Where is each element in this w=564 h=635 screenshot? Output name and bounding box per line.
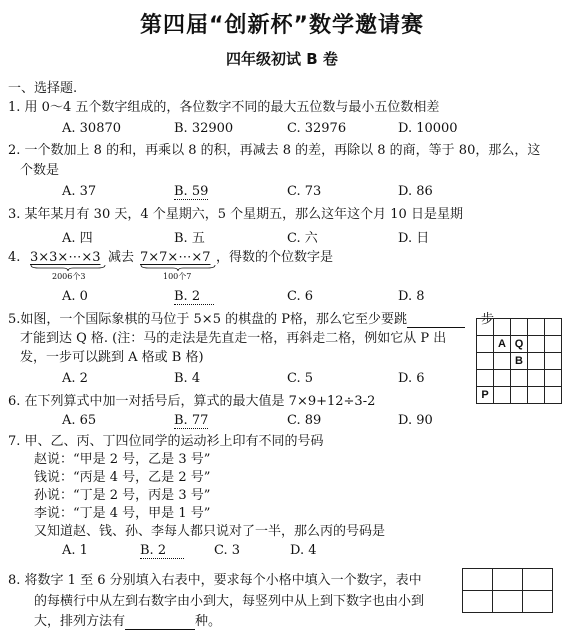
fill-grid [462, 568, 553, 613]
grid-row [463, 569, 553, 591]
question-4-option-d: D. 8 [398, 289, 425, 304]
question-6-option-a: A. 65 [62, 413, 97, 428]
board-cell [494, 370, 511, 387]
question-2-line-2: 个数是 [20, 163, 60, 178]
board-cell [494, 353, 511, 370]
board-cell-p: P [477, 387, 494, 404]
question-8-line-2: 的每横行中从左到右数字由小到大，每竖列中从上到下数字也由小到 [34, 594, 425, 609]
board-cell [477, 370, 494, 387]
question-5-option-c: C. 5 [287, 371, 314, 386]
grid-cell [463, 591, 493, 613]
question-5-line-3: 发，一步可以跳到 A 格或 B 格) [20, 350, 204, 365]
board-cell [494, 319, 511, 336]
question-7-option-a: A. 1 [62, 543, 88, 558]
question-5-line-1-text: 5.如图，一个国际象棋的马位于 5×5 的棋盘的 P格，那么它至少要跳 [8, 312, 407, 327]
question-3-text: 3. 某年某月有 30 天，4 个星期六，5 个星期五，那么这年这个月 10 日是星期 [8, 207, 463, 222]
underbrace-1-label: 2006个3 [52, 272, 86, 281]
question-7-line-6: 又知道赵、钱、孙、李每人都只说对了一半，那么丙的号码是 [34, 524, 386, 539]
question-4-option-c: C. 6 [287, 289, 314, 304]
board-cell [528, 353, 545, 370]
chess-board [476, 318, 562, 404]
question-8-line-1: 8. 将数字 1 至 6 分别填入右表中，要求每个小格中填入一个数字，表中 [8, 573, 422, 588]
board-cell [477, 319, 494, 336]
question-7-option-c: C. 3 [214, 543, 241, 558]
grid-cell [523, 569, 553, 591]
question-4-option-a: A. 0 [62, 289, 88, 304]
question-3-option-d: D. 日 [398, 231, 430, 246]
board-cell [545, 370, 562, 387]
statement-qian: 钱说：“丙是 4 号，乙是 2 号” [34, 470, 211, 485]
board-cell-a: A [494, 336, 511, 353]
question-5-option-d: D. 6 [398, 371, 425, 386]
question-1-text: 1. 用 0～4 五个数字组成的，各位数字不同的最大五位数与最小五位数相差 [8, 100, 440, 115]
answer-blank [407, 313, 465, 328]
page-title: 第四届“创新杯”数学邀请赛 [140, 13, 424, 38]
grid-cell [463, 569, 493, 591]
question-7-line-1: 7. 甲、乙、丙、丁四位同学的运动衫上印有不同的号码 [8, 434, 324, 449]
board-row [477, 353, 562, 370]
question-8-line-3-tail: 种。 [195, 614, 222, 629]
board-cell [528, 336, 545, 353]
question-4-mid: 减去 [108, 250, 135, 265]
page-subtitle: 四年级初试 B 卷 [226, 50, 338, 68]
statement-li: 李说：“丁是 4 号，甲是 1 号” [34, 506, 211, 521]
board-cell [477, 353, 494, 370]
question-5-option-b: B. 4 [174, 371, 201, 386]
board-row [477, 370, 562, 387]
grid-cell [523, 591, 553, 613]
question-5-line-2: 才能到达 Q 格. (注：马的走法是先直走一格，再斜走二格，例如它从 P 出 [20, 331, 447, 346]
question-4-expression-1: 3×3×⋯×3 [30, 250, 101, 265]
grid-cell [493, 591, 523, 613]
grid-cell [493, 569, 523, 591]
board-cell [511, 319, 528, 336]
question-6-option-b: B. 77 [174, 413, 209, 428]
question-2-line-1: 2. 一个数加上 8 的和，再乘以 8 的积，再减去 8 的差，再除以 8 的商，等于 80，那么，这 [8, 143, 541, 158]
board-cell [511, 370, 528, 387]
board-row [477, 387, 562, 404]
question-7-option-d: D. 4 [290, 543, 317, 558]
question-5-line-1 [8, 311, 494, 328]
question-8-line-3 [34, 613, 221, 630]
question-6-text: 6. 在下列算式中加一对括号后，算式的最大值是 7×9+12÷3-2 [8, 394, 376, 409]
question-2-option-b: B. 59 [174, 184, 209, 199]
answer-blank [125, 615, 195, 630]
board-cell [545, 319, 562, 336]
board-cell [528, 370, 545, 387]
question-2-option-c: C. 73 [287, 184, 322, 199]
question-6-option-d: D. 90 [398, 413, 433, 428]
question-4-expression-2: 7×7×⋯×7 [140, 250, 211, 265]
board-cell [545, 387, 562, 404]
question-5-line-1-tail: 步 [480, 312, 494, 327]
question-3-option-a: A. 四 [62, 231, 93, 246]
board-cell [545, 353, 562, 370]
question-1-option-c: C. 32976 [287, 121, 347, 136]
question-4-number: 4. [8, 250, 21, 265]
question-8-line-3-text: 大，排列方法有 [34, 614, 126, 629]
grid-row [463, 591, 553, 613]
statement-zhao: 赵说：“甲是 2 号，乙是 3 号” [34, 452, 211, 467]
question-4-option-b: B. 2 [174, 289, 214, 305]
question-2-option-d: D. 86 [398, 184, 433, 199]
question-1-option-d: D. 10000 [398, 121, 458, 136]
board-cell-b: B [511, 353, 528, 370]
board-cell [477, 336, 494, 353]
question-1-option-b: B. 32900 [174, 121, 234, 136]
question-4-tail: ，得数的个位数字是 [216, 250, 334, 265]
section-heading: 一、选择题. [8, 81, 78, 96]
question-3-option-c: C. 六 [287, 231, 318, 246]
board-cell [528, 387, 545, 404]
statement-sun: 孙说：“丁是 2 号，丙是 3 号” [34, 488, 211, 503]
question-3-option-b: B. 五 [174, 231, 205, 246]
underbrace-2-label: 100个7 [163, 272, 192, 281]
question-1-option-a: A. 30870 [62, 121, 122, 136]
board-row [477, 319, 562, 336]
board-cell-q: Q [511, 336, 528, 353]
board-row [477, 336, 562, 353]
question-7-option-b: B. 2 [140, 543, 184, 559]
board-cell [494, 387, 511, 404]
board-cell [545, 336, 562, 353]
board-cell [511, 387, 528, 404]
question-6-option-c: C. 89 [287, 413, 322, 428]
question-5-option-a: A. 2 [62, 371, 88, 386]
board-cell [528, 319, 545, 336]
question-2-option-a: A. 37 [62, 184, 97, 199]
